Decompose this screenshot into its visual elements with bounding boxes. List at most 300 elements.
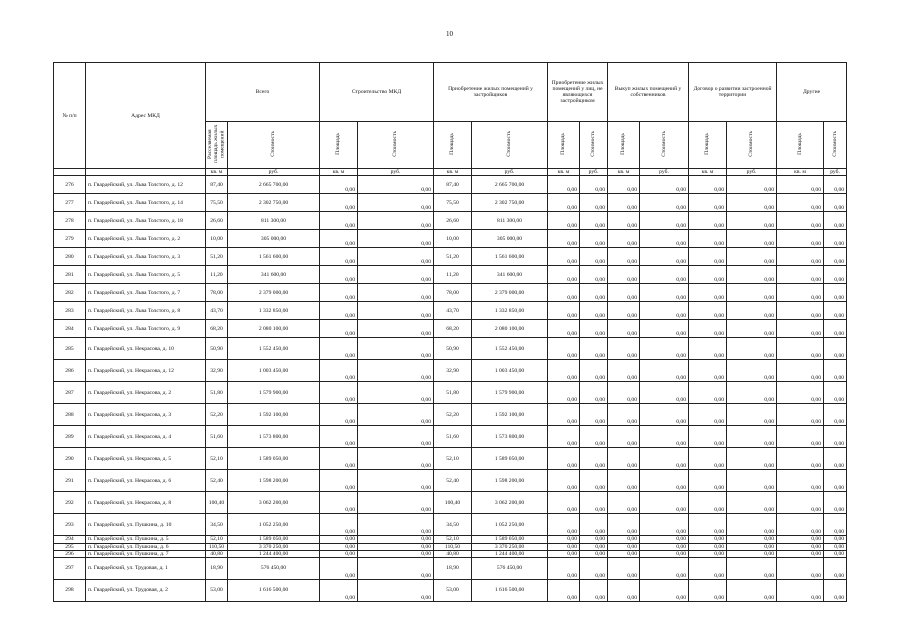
territory-area: 0,00 [689,284,727,302]
territory-cost: 0,00 [727,558,777,580]
unit-area: кв. м [608,169,640,176]
table-row [54,212,847,230]
nondeveloper-area: 0,00 [548,176,580,194]
developer-cost: 1 598 200,00 [472,470,548,492]
territory-cost: 0,00 [727,536,777,543]
nondeveloper-area: 0,00 [548,550,580,557]
buyout-cost: 0,00 [640,426,689,448]
construction-cost: 0,00 [358,284,434,302]
table-row [54,404,847,426]
buyout-cost: 0,00 [640,360,689,382]
developer-area: 40,80 [434,550,472,557]
other-area: 0,00 [777,212,824,230]
nondeveloper-cost: 0,00 [580,550,608,557]
buyout-cost: 0,00 [640,536,689,543]
nondeveloper-area: 0,00 [548,558,580,580]
other-area: 0,00 [777,382,824,404]
table-row [54,492,847,514]
developer-area: 110,50 [434,543,472,550]
construction-cost: 0,00 [358,194,434,212]
other-cost: 0,00 [824,248,847,266]
total-area: 52,40 [206,470,228,492]
buyout-area: 0,00 [608,558,640,580]
nondeveloper-area: 0,00 [548,248,580,266]
buyout-cost: 0,00 [640,580,689,602]
subheader-area: Площадь [777,122,824,169]
total-area: 87,40 [206,176,228,194]
construction-area: 0,00 [320,426,358,448]
table-row [54,302,847,320]
developer-cost: 1 573 800,00 [472,426,548,448]
total-area: 52,10 [206,536,228,543]
buyout-area: 0,00 [608,248,640,266]
other-area: 0,00 [777,176,824,194]
nondeveloper-area: 0,00 [548,382,580,404]
row-number: 293 [54,514,86,536]
construction-cost: 0,00 [358,448,434,470]
nondeveloper-cost: 0,00 [580,248,608,266]
buyout-area: 0,00 [608,230,640,248]
table-row [54,382,847,404]
buyout-area: 0,00 [608,470,640,492]
row-number: 289 [54,426,86,448]
construction-cost: 0,00 [358,580,434,602]
nondeveloper-area: 0,00 [548,212,580,230]
territory-cost: 0,00 [727,360,777,382]
other-cost: 0,00 [824,266,847,284]
buyout-cost: 0,00 [640,302,689,320]
other-cost: 0,00 [824,404,847,426]
nondeveloper-area: 0,00 [548,404,580,426]
nondeveloper-area: 0,00 [548,284,580,302]
territory-cost: 0,00 [727,266,777,284]
unit-cell [54,169,86,176]
construction-cost: 0,00 [358,426,434,448]
total-area: 78,00 [206,284,228,302]
nondeveloper-cost: 0,00 [580,230,608,248]
developer-area: 52,40 [434,470,472,492]
total-area: 75,50 [206,194,228,212]
developer-area: 51,60 [434,426,472,448]
construction-area: 0,00 [320,536,358,543]
buyout-cost: 0,00 [640,320,689,338]
territory-cost: 0,00 [727,338,777,360]
total-area: 53,00 [206,580,228,602]
buyout-area: 0,00 [608,382,640,404]
nondeveloper-cost: 0,00 [580,470,608,492]
other-cost: 0,00 [824,514,847,536]
construction-cost: 0,00 [358,558,434,580]
other-area: 0,00 [777,404,824,426]
total-area: 68,20 [206,320,228,338]
nondeveloper-cost: 0,00 [580,320,608,338]
developer-cost: 1 552 450,00 [472,338,548,360]
developer-cost: 3 062 200,00 [472,492,548,514]
developer-area: 51,20 [434,248,472,266]
construction-area: 0,00 [320,266,358,284]
buyout-cost: 0,00 [640,404,689,426]
subheader-area: Площадь [434,122,472,169]
other-area: 0,00 [777,248,824,266]
territory-area: 0,00 [689,543,727,550]
construction-cost: 0,00 [358,492,434,514]
buyout-area: 0,00 [608,194,640,212]
construction-area: 0,00 [320,284,358,302]
row-address: п. Гвардейский, ул. Некрасова, д. 10 [86,338,206,360]
territory-cost: 0,00 [727,470,777,492]
other-area: 0,00 [777,492,824,514]
total-area: 10,00 [206,230,228,248]
developer-cost: 1 052 250,00 [472,514,548,536]
subheader-area: Площадь [689,122,727,169]
unit-cost: руб. [824,169,847,176]
total-area: 18,90 [206,558,228,580]
buyout-cost: 0,00 [640,514,689,536]
row-address: п. Гвардейский, ул. Пушкина, д. 6 [86,543,206,550]
subheader-cost: Стоимость [727,122,777,169]
row-number: 286 [54,360,86,382]
table-row [54,470,847,492]
table-row [54,230,847,248]
territory-area: 0,00 [689,212,727,230]
territory-cost: 0,00 [727,543,777,550]
table-row [54,248,847,266]
construction-cost: 0,00 [358,404,434,426]
nondeveloper-cost: 0,00 [580,492,608,514]
buyout-cost: 0,00 [640,266,689,284]
nondeveloper-cost: 0,00 [580,212,608,230]
row-address: п. Гвардейский, ул. Льва Толстого, д. 8 [86,302,206,320]
group-header-construction: Строительство МКД [320,63,434,122]
table-row [54,176,847,194]
subheader-area: Площадь [548,122,580,169]
other-cost: 0,00 [824,284,847,302]
buyout-cost: 0,00 [640,176,689,194]
construction-area: 0,00 [320,470,358,492]
total-area: 52,20 [206,404,228,426]
col-number-header: № п/п [54,63,86,169]
territory-area: 0,00 [689,230,727,248]
row-number: 295 [54,543,86,550]
table-row [54,194,847,212]
developer-cost: 1 332 850,00 [472,302,548,320]
construction-area: 0,00 [320,550,358,557]
developer-area: 34,50 [434,514,472,536]
row-address: п. Гвардейский, ул. Льва Толстого, д. 14 [86,194,206,212]
developer-area: 26,60 [434,212,472,230]
unit-cost: руб. [640,169,689,176]
row-address: п. Гвардейский, ул. Трудовая, д. 2 [86,580,206,602]
territory-area: 0,00 [689,338,727,360]
table-row [54,536,847,543]
row-address: п. Гвардейский, ул. Льва Толстого, д. 3 [86,248,206,266]
other-area: 0,00 [777,266,824,284]
row-number: 280 [54,248,86,266]
total-area: 100,40 [206,492,228,514]
total-area: 43,70 [206,302,228,320]
other-area: 0,00 [777,360,824,382]
territory-cost: 0,00 [727,492,777,514]
nondeveloper-cost: 0,00 [580,404,608,426]
other-cost: 0,00 [824,470,847,492]
construction-cost: 0,00 [358,212,434,230]
table-body [54,176,847,602]
developer-area: 43,70 [434,302,472,320]
table-row [54,426,847,448]
developer-area: 32,90 [434,360,472,382]
territory-area: 0,00 [689,536,727,543]
total-cost: 1 589 050,00 [228,448,320,470]
construction-area: 0,00 [320,382,358,404]
territory-cost: 0,00 [727,404,777,426]
territory-cost: 0,00 [727,284,777,302]
row-number: 278 [54,212,86,230]
other-area: 0,00 [777,230,824,248]
group-header-developer-purchase: Приобретение жилых помещений у застройщиков [434,63,548,122]
subheader-cost: Стоимость [640,122,689,169]
total-cost: 811 300,00 [228,212,320,230]
territory-area: 0,00 [689,470,727,492]
developer-cost: 2 302 750,00 [472,194,548,212]
other-cost: 0,00 [824,212,847,230]
construction-cost: 0,00 [358,470,434,492]
nondeveloper-cost: 0,00 [580,338,608,360]
row-address: п. Гвардейский, ул. Льва Толстого, д. 5 [86,266,206,284]
buyout-area: 0,00 [608,550,640,557]
developer-cost: 2 080 100,00 [472,320,548,338]
developer-area: 10,00 [434,230,472,248]
developer-cost: 1 616 500,00 [472,580,548,602]
developer-cost: 576 450,00 [472,558,548,580]
other-area: 0,00 [777,338,824,360]
buyout-area: 0,00 [608,536,640,543]
buyout-area: 0,00 [608,320,640,338]
developer-cost: 305 000,00 [472,230,548,248]
construction-cost: 0,00 [358,543,434,550]
construction-area: 0,00 [320,320,358,338]
row-number: 297 [54,558,86,580]
row-number: 290 [54,448,86,470]
total-cost: 2 665 700,00 [228,176,320,194]
construction-cost: 0,00 [358,302,434,320]
developer-area: 68,20 [434,320,472,338]
total-cost: 1 579 900,00 [228,382,320,404]
developer-area: 75,50 [434,194,472,212]
territory-area: 0,00 [689,194,727,212]
unit-area: кв. м [689,169,727,176]
row-address: п. Гвардейский, ул. Пушкина, д. 7 [86,550,206,557]
buyout-cost: 0,00 [640,338,689,360]
territory-cost: 0,00 [727,514,777,536]
buyout-area: 0,00 [608,284,640,302]
nondeveloper-area: 0,00 [548,448,580,470]
total-cost: 341 600,00 [228,266,320,284]
territory-area: 0,00 [689,360,727,382]
row-number: 288 [54,404,86,426]
territory-cost: 0,00 [727,382,777,404]
developer-area: 53,00 [434,580,472,602]
col-address-header: Адрес МКД [86,63,206,169]
nondeveloper-cost: 0,00 [580,360,608,382]
row-number: 292 [54,492,86,514]
nondeveloper-area: 0,00 [548,338,580,360]
row-address: п. Гвардейский, ул. Пушкина, д. 10 [86,514,206,536]
buyout-cost: 0,00 [640,550,689,557]
other-cost: 0,00 [824,558,847,580]
other-area: 0,00 [777,514,824,536]
total-cost: 305 000,00 [228,230,320,248]
nondeveloper-cost: 0,00 [580,514,608,536]
unit-cost: руб. [472,169,548,176]
row-number: 285 [54,338,86,360]
subheader-resettled-area: Расселяемая площадь жилых помещений [206,122,228,169]
construction-area: 0,00 [320,543,358,550]
developer-cost: 1 579 900,00 [472,382,548,404]
construction-cost: 0,00 [358,320,434,338]
row-address: п. Гвардейский, ул. Некрасова, д. 6 [86,470,206,492]
developer-area: 18,90 [434,558,472,580]
total-area: 40,80 [206,550,228,557]
row-number: 282 [54,284,86,302]
construction-cost: 0,00 [358,360,434,382]
construction-cost: 0,00 [358,536,434,543]
subheader-cost: Стоимость [228,122,320,169]
other-cost: 0,00 [824,320,847,338]
territory-cost: 0,00 [727,194,777,212]
buyout-area: 0,00 [608,266,640,284]
row-number: 298 [54,580,86,602]
row-number: 283 [54,302,86,320]
other-area: 0,00 [777,470,824,492]
territory-area: 0,00 [689,492,727,514]
nondeveloper-cost: 0,00 [580,284,608,302]
unit-cost: руб. [228,169,320,176]
other-area: 0,00 [777,284,824,302]
other-area: 0,00 [777,543,824,550]
developer-cost: 1 589 050,00 [472,448,548,470]
total-cost: 3 062 200,00 [228,492,320,514]
buyout-area: 0,00 [608,580,640,602]
other-cost: 0,00 [824,382,847,404]
territory-cost: 0,00 [727,230,777,248]
territory-area: 0,00 [689,580,727,602]
table-row [54,580,847,602]
construction-cost: 0,00 [358,550,434,557]
nondeveloper-cost: 0,00 [580,536,608,543]
table-row [54,284,847,302]
territory-cost: 0,00 [727,550,777,557]
nondeveloper-area: 0,00 [548,230,580,248]
nondeveloper-area: 0,00 [548,360,580,382]
other-area: 0,00 [777,550,824,557]
total-cost: 2 080 100,00 [228,320,320,338]
territory-cost: 0,00 [727,176,777,194]
construction-area: 0,00 [320,558,358,580]
developer-area: 52,20 [434,404,472,426]
total-area: 26,60 [206,212,228,230]
nondeveloper-area: 0,00 [548,536,580,543]
group-header-territory-agreement: Договор о развитии застроенной территории [689,63,777,122]
table-row [54,514,847,536]
buyout-area: 0,00 [608,448,640,470]
row-number: 291 [54,470,86,492]
other-cost: 0,00 [824,338,847,360]
row-number: 277 [54,194,86,212]
territory-area: 0,00 [689,266,727,284]
total-area: 51,60 [206,426,228,448]
row-address: п. Гвардейский, ул. Льва Толстого, д. 18 [86,212,206,230]
subheader-area: Площадь [320,122,358,169]
developer-area: 100,40 [434,492,472,514]
total-cost: 1 592 100,00 [228,404,320,426]
buyout-cost: 0,00 [640,448,689,470]
unit-cost: руб. [358,169,434,176]
nondeveloper-area: 0,00 [548,580,580,602]
nondeveloper-cost: 0,00 [580,176,608,194]
nondeveloper-area: 0,00 [548,470,580,492]
row-number: 294 [54,536,86,543]
developer-area: 50,90 [434,338,472,360]
unit-area: кв. м [206,169,228,176]
other-area: 0,00 [777,194,824,212]
total-cost: 1 573 800,00 [228,426,320,448]
unit-area: кв. м [777,169,824,176]
row-number: 287 [54,382,86,404]
developer-area: 52,10 [434,448,472,470]
construction-cost: 0,00 [358,230,434,248]
row-address: п. Гвардейский, ул. Трудовая, д. 1 [86,558,206,580]
buyout-cost: 0,00 [640,248,689,266]
developer-cost: 811 300,00 [472,212,548,230]
construction-area: 0,00 [320,230,358,248]
construction-cost: 0,00 [358,382,434,404]
nondeveloper-cost: 0,00 [580,580,608,602]
buyout-area: 0,00 [608,302,640,320]
row-number: 281 [54,266,86,284]
unit-area: кв. м [548,169,580,176]
other-cost: 0,00 [824,360,847,382]
total-cost: 3 370 250,00 [228,543,320,550]
buyout-cost: 0,00 [640,558,689,580]
nondeveloper-cost: 0,00 [580,543,608,550]
nondeveloper-area: 0,00 [548,514,580,536]
construction-cost: 0,00 [358,266,434,284]
territory-cost: 0,00 [727,580,777,602]
construction-area: 0,00 [320,514,358,536]
construction-area: 0,00 [320,360,358,382]
construction-area: 0,00 [320,302,358,320]
total-area: 32,90 [206,360,228,382]
nondeveloper-area: 0,00 [548,194,580,212]
developer-area: 52,10 [434,536,472,543]
developer-cost: 3 370 250,00 [472,543,548,550]
developer-area: 11,20 [434,266,472,284]
unit-cost: руб. [580,169,608,176]
developer-cost: 1 003 450,00 [472,360,548,382]
buyout-area: 0,00 [608,543,640,550]
total-cost: 1 552 450,00 [228,338,320,360]
construction-cost: 0,00 [358,338,434,360]
developer-cost: 2 665 700,00 [472,176,548,194]
territory-area: 0,00 [689,514,727,536]
buyout-cost: 0,00 [640,284,689,302]
developer-area: 87,40 [434,176,472,194]
nondeveloper-cost: 0,00 [580,426,608,448]
construction-cost: 0,00 [358,514,434,536]
territory-area: 0,00 [689,248,727,266]
construction-area: 0,00 [320,176,358,194]
construction-area: 0,00 [320,194,358,212]
